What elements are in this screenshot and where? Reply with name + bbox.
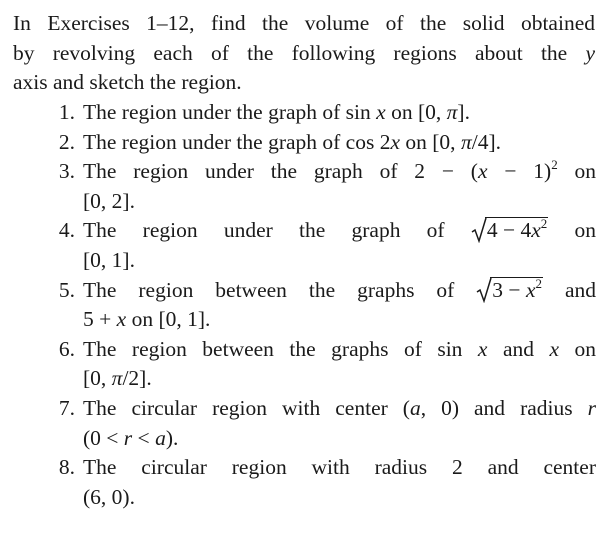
exercise-6 xyxy=(0,335,601,394)
exercise-text-line: [0, 1]. xyxy=(83,247,135,272)
exercise-instructions xyxy=(13,9,595,98)
instructions-line-1: In Exercises 1–12, find the volume of the solid obtained xyxy=(13,11,595,35)
exercise-number: 6. xyxy=(58,336,75,361)
exercise-number: 8. xyxy=(58,455,75,480)
exercise-list xyxy=(0,98,601,512)
exercise-number: 7. xyxy=(58,395,75,420)
instructions-line-2 xyxy=(13,39,595,69)
instructions-line-2-text: by revolving each of the following regions about the y xyxy=(13,40,595,65)
square-root-expression: $3 - x^2$ xyxy=(476,276,543,306)
variable-y: y xyxy=(585,40,595,65)
exercise-7 xyxy=(0,394,601,453)
exercise-5 xyxy=(0,276,601,335)
exercise-text-line: [0, 2]. xyxy=(83,188,135,213)
exercise-number: 5. xyxy=(58,277,75,302)
exercise-text-line: The circular region with radius 2 and center xyxy=(83,455,596,480)
exercise-text-line: [0, π/2]. xyxy=(83,366,152,391)
radical-sign-icon xyxy=(471,217,487,243)
exercise-text-line: The region between the graphs of $3 - x^2$ and xyxy=(83,276,596,306)
exercise-number: 4. xyxy=(58,218,75,243)
exercise-text-line: 5 + x on [0, 1]. xyxy=(83,307,211,332)
exercise-text-line: The region between the graphs of sin x and x on xyxy=(83,336,596,361)
square-root-expression: $4 - 4x^2$ xyxy=(471,216,548,246)
exercise-text-line: The region under the graph of $4 - 4x^2$ on xyxy=(83,216,596,246)
exercise-2 xyxy=(0,128,601,158)
exercise-3 xyxy=(0,157,601,216)
exercise-number: 2. xyxy=(58,129,75,154)
exercise-text-line: The region under the graph of cos 2x on [0, π/4]. xyxy=(83,129,501,154)
exercise-text-line: (6, 0). xyxy=(83,484,135,509)
exercise-4 xyxy=(0,216,601,275)
exercise-number: 3. xyxy=(58,159,75,184)
exercise-text-line: The circular region with center (a, 0) and radius r xyxy=(83,395,596,420)
exercise-text-line: The region under the graph of $2 - (x - 1)^2$ on xyxy=(83,157,596,184)
radical-sign-icon xyxy=(476,277,492,303)
exercise-8 xyxy=(0,453,601,512)
exercise-text-line: (0 < r < a). xyxy=(83,425,179,450)
exercise-number: 1. xyxy=(58,100,75,124)
exercise-text-line: The region under the graph of sin x on [0, π]. xyxy=(83,100,470,124)
instructions-line-3: axis and sketch the region. xyxy=(13,70,242,95)
exercise-1 xyxy=(0,98,601,128)
